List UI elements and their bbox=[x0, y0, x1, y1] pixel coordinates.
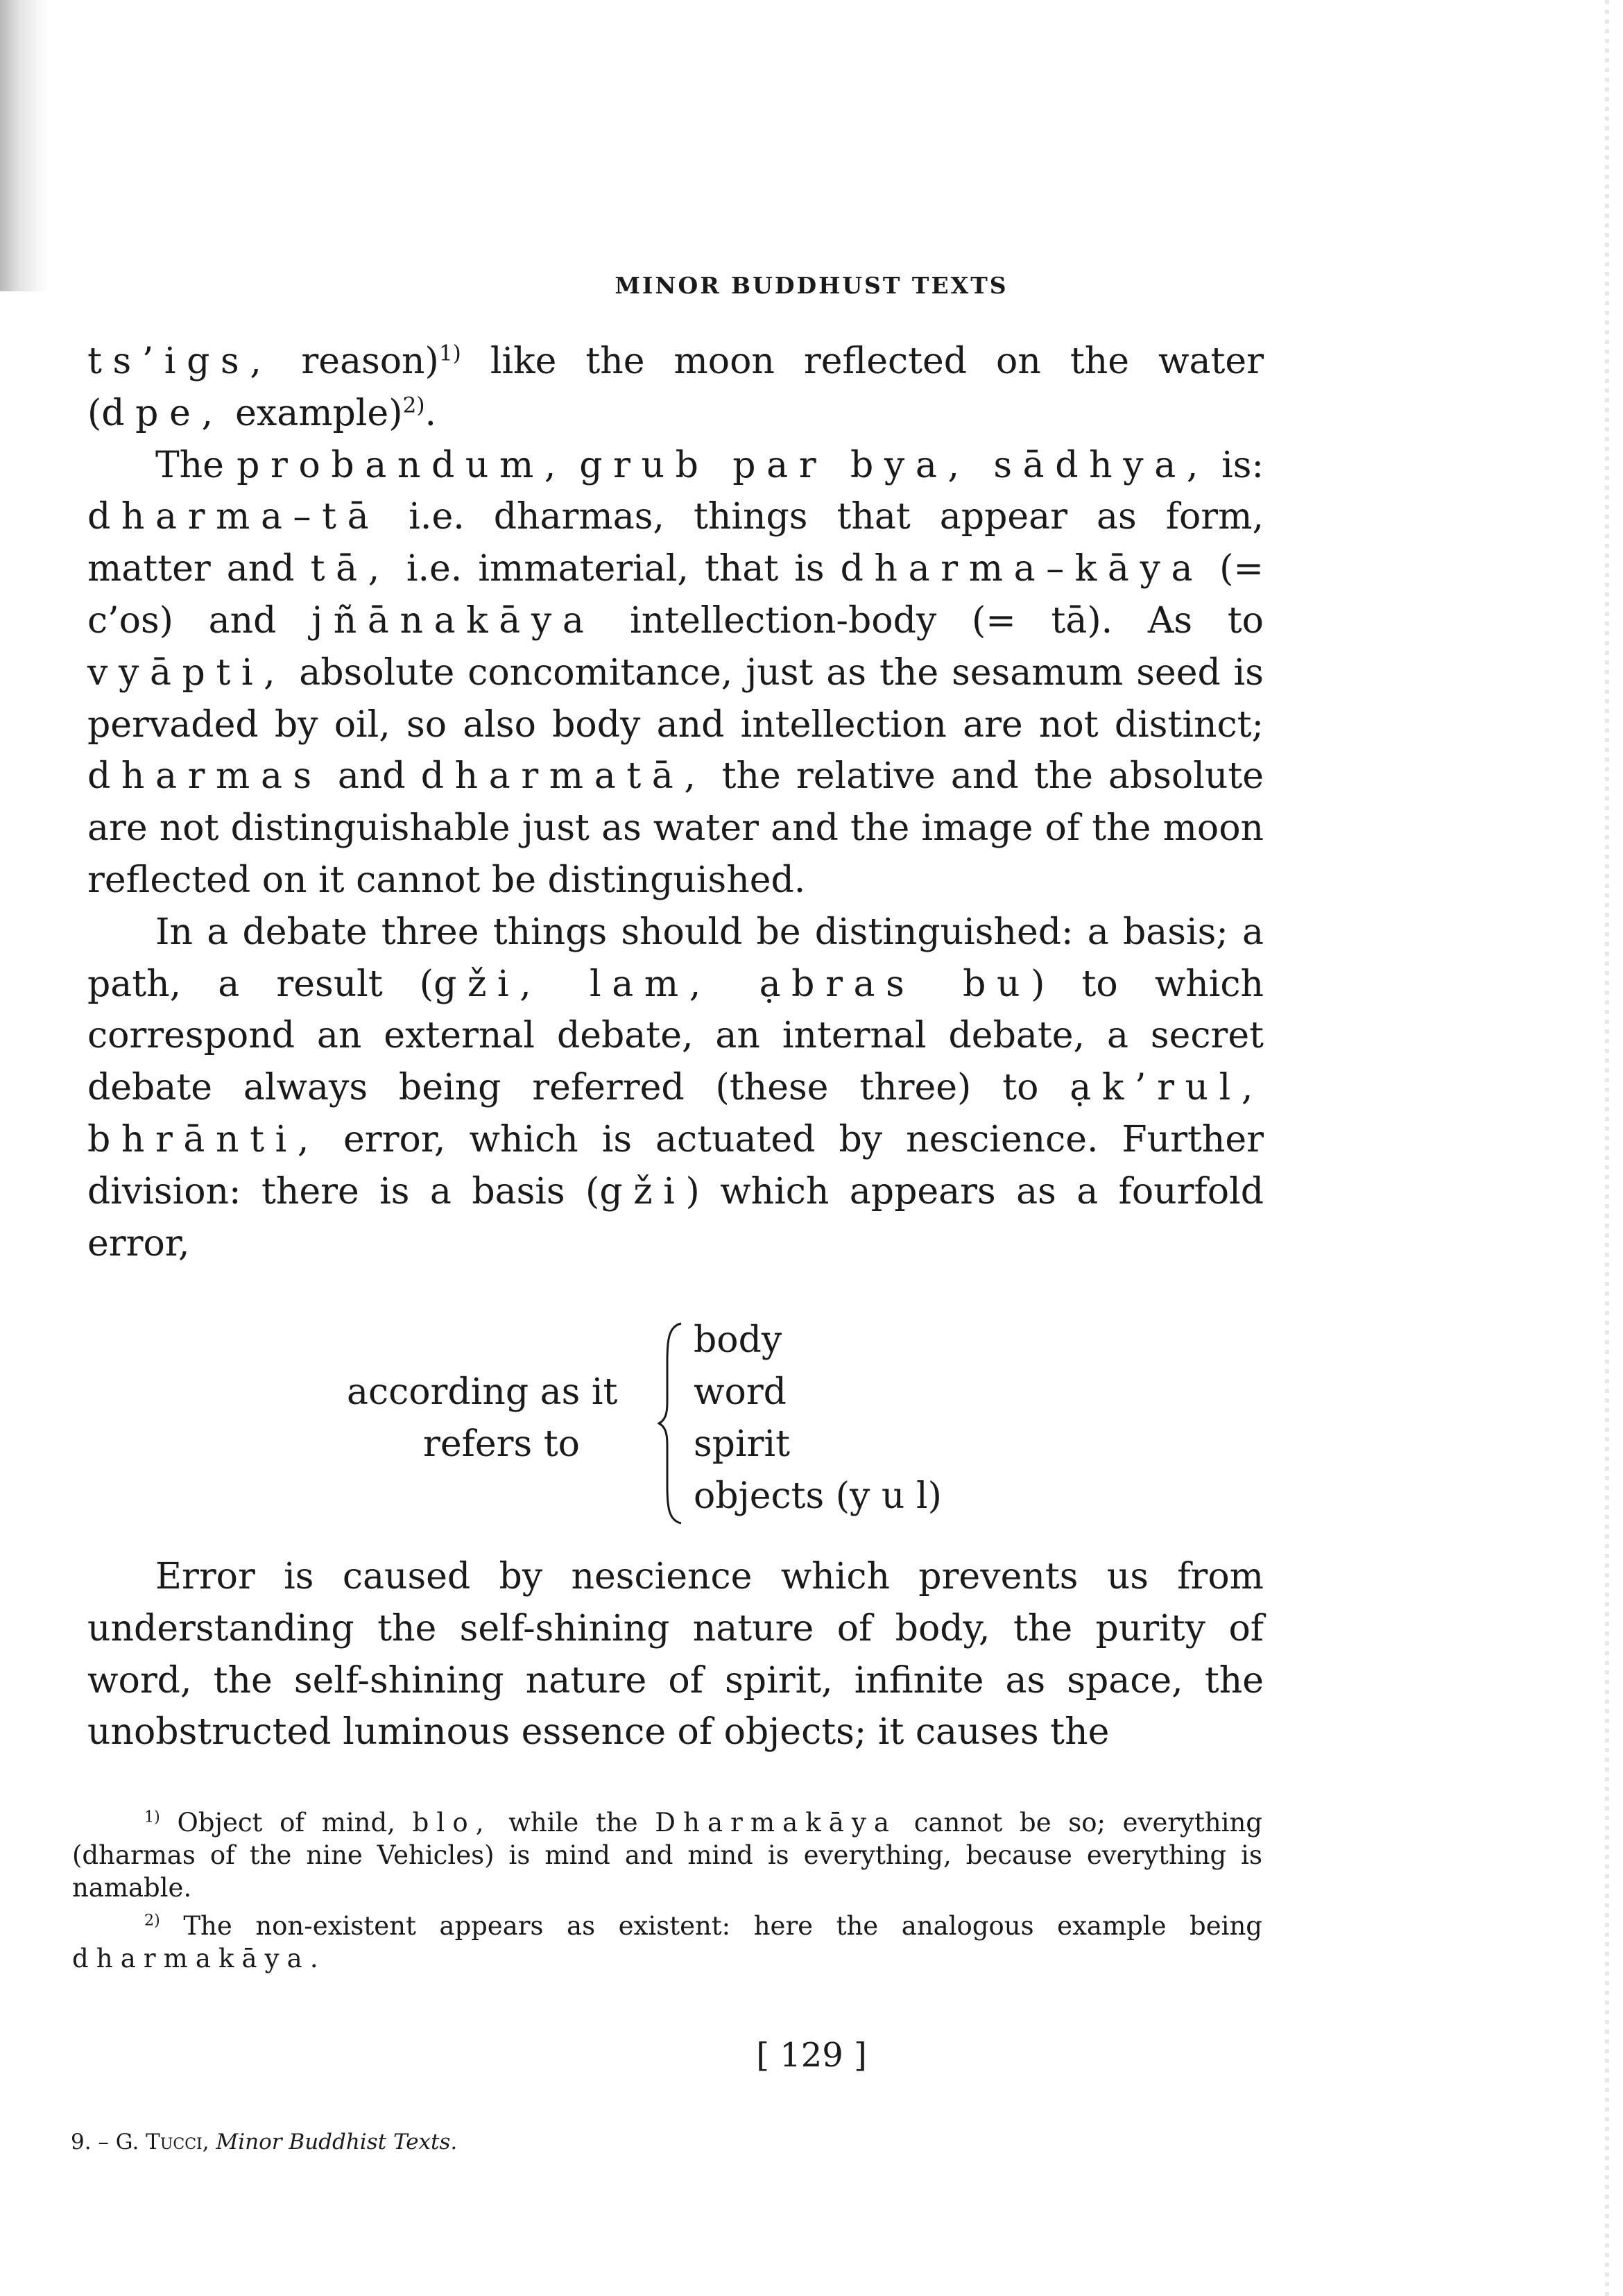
brace-list bbox=[347, 1319, 1040, 1541]
main-text-upper bbox=[87, 336, 1264, 1269]
scan-shadow-left bbox=[0, 0, 49, 291]
brace-option: objects (y u l) bbox=[694, 1475, 942, 1517]
footnote-ref-2: 2) bbox=[402, 393, 425, 418]
brace-lead-line-2: refers to bbox=[423, 1423, 580, 1465]
brace-option: spirit bbox=[694, 1423, 790, 1465]
paragraph-2: The probandum, grub par bya, sādhya, is: dharma–tā i.e. dharmas, things that appear as form, matter and tā, i.e. immaterial, that is dharma–kāya (= c’os) and jñānakāya intellection-body (= tā). As to vyāpti, absolute concomitance, just as the sesamum seed is pervaded by oil, so also body and intellection are not distinct; dharmas and dharmatā, the relative and the absolute are not distinguishable just as water and the image of the moon reflected on it cannot be distinguished. bbox=[87, 444, 1264, 901]
brace-lead-line-1: according as it bbox=[347, 1371, 618, 1413]
brace-option: word bbox=[694, 1371, 787, 1413]
scan-shadow-right bbox=[1605, 0, 1609, 2296]
footnote-2: $^{2)}$ The non-existent appears as existent: here the analogous example being dharmakāya. bbox=[72, 1911, 1262, 1973]
page-number: [ 129 ] bbox=[756, 2036, 867, 2075]
footnotes bbox=[72, 1806, 1262, 1975]
footnote-1: $^{1)}$ Object of mind, blo, while the Dharmakāya cannot be so; everything (dharmas of the nine Vehicles) is mind and mind is everything, because everything is namable. bbox=[72, 1808, 1262, 1903]
main-text-lower bbox=[87, 1551, 1264, 1758]
imprint-line: 9. – G. Tucci, Minor Buddhist Texts. bbox=[71, 2130, 458, 2154]
running-header: MINOR BUDDHUST TEXTS bbox=[615, 272, 1008, 299]
brace-option: body bbox=[694, 1319, 782, 1361]
curly-brace-icon bbox=[658, 1319, 685, 1527]
paragraph-3: In a debate three things should be distinguished: a basis; a path, a result (gži, lam, ạbras bu) to which correspond an external debate, an internal debate, a secret debate always being referred (these three) to ạk’rul, bhrānti, error, which is actuated by nescience. Further division: there is a basis (gži) which appears as a fourfold error, bbox=[87, 911, 1264, 1265]
paragraph-4: Error is caused by nescience which prevents us from understanding the self-shining nature of body, the purity of word, the self-shining nature of spirit, infinite as space, the unobstructed luminous essence of objects; it causes the bbox=[87, 1556, 1264, 1754]
footnote-ref-1: 1) bbox=[438, 341, 461, 366]
paragraph-1: ts’igs, reason)$^{1)}$ like the moon reflected on the water (dpe, example)$^{2)}$. bbox=[87, 341, 1264, 434]
